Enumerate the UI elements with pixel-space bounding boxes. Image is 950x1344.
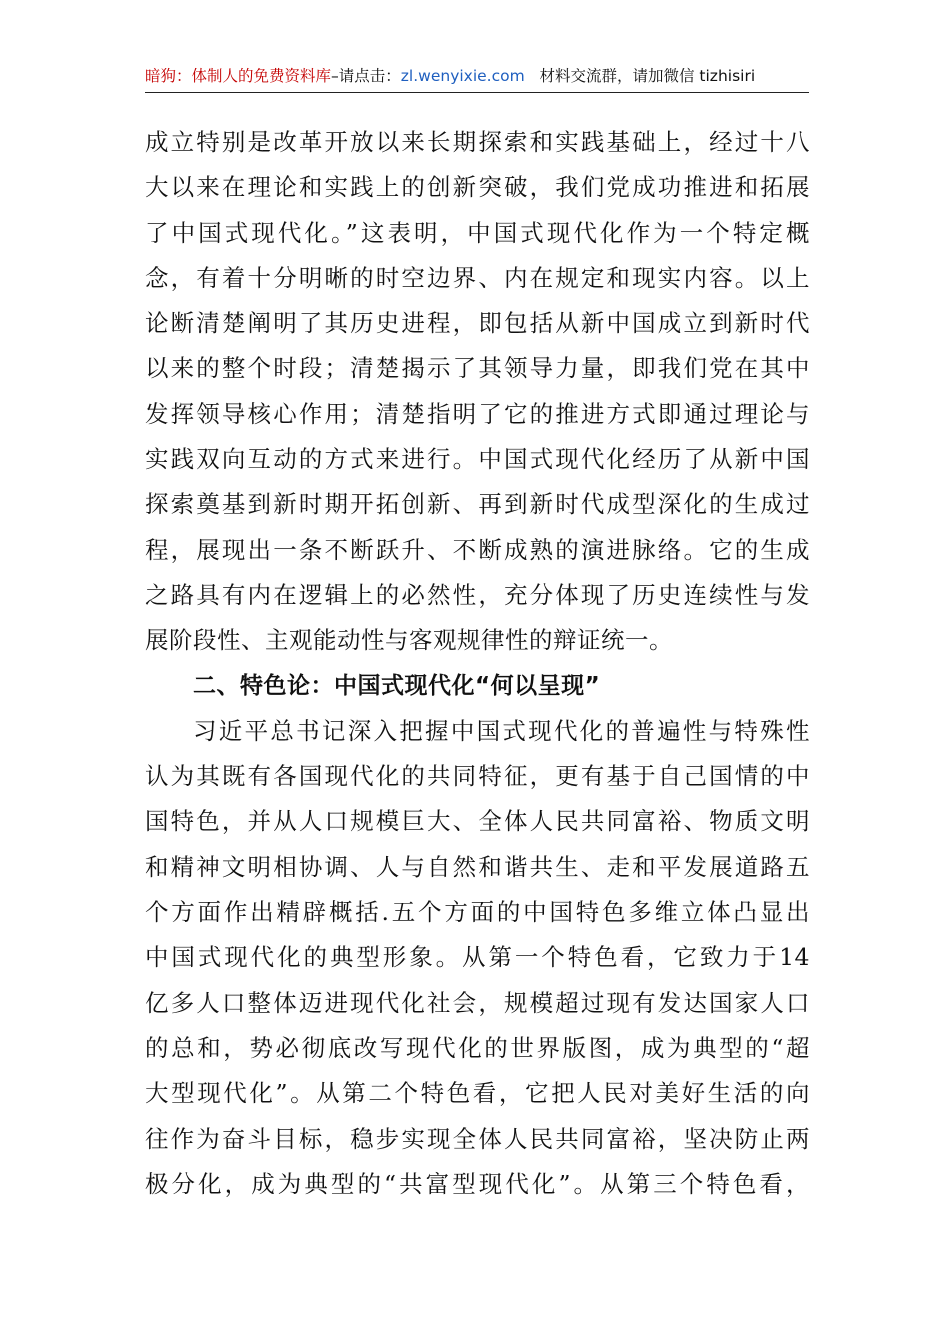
body-line: 展阶段性、主观能动性与客观规律性的辩证统一。 bbox=[145, 626, 673, 655]
document-body bbox=[145, 120, 810, 1207]
body-line: 成立特别是改革开放以来长期探索和实践基础上，经过十八 bbox=[145, 128, 810, 156]
header-brand: 暗狗：体制人的免费资料库 bbox=[145, 67, 332, 85]
body-line: 和精神文明相协调、人与自然和谐共生、走和平发展道路五 bbox=[145, 852, 810, 881]
body-line: 认为其既有各国现代化的共同特征，更有基于自己国情的中 bbox=[145, 762, 810, 791]
header-url-link[interactable]: zl.wenyixie.com bbox=[400, 67, 525, 85]
body-line: 亿多人口整体迈进现代化社会，规模超过现有发达国家人口 bbox=[145, 988, 810, 1017]
body-line: 论断清楚阐明了其历史进程，即包括从新中国成立到新时代 bbox=[145, 309, 810, 338]
page-header bbox=[145, 62, 810, 90]
body-line: 实践双向互动的方式来进行。中国式现代化经历了从新中国 bbox=[145, 445, 810, 474]
header-prompt: –请点击： bbox=[331, 67, 401, 85]
body-line: 中国式现代化的典型形象。从第一个特色看，它致力于14 bbox=[145, 943, 810, 972]
body-line: 大型现代化”。从第二个特色看，它把人民对美好生活的向 bbox=[145, 1079, 810, 1108]
section-heading: 二、特色论：中国式现代化“何以呈现” bbox=[193, 672, 601, 699]
header-divider bbox=[145, 92, 809, 93]
body-line: 之路具有内在逻辑上的必然性，充分体现了历史连续性与发 bbox=[145, 580, 810, 609]
body-line: 往作为奋斗目标，稳步实现全体人民共同富裕，坚决防止两 bbox=[145, 1124, 810, 1153]
body-line: 以来的整个时段；清楚揭示了其领导力量，即我们党在其中 bbox=[145, 354, 810, 383]
body-line: 程，展现出一条不断跃升、不断成熟的演进脉络。它的生成 bbox=[145, 535, 810, 564]
body-line: 了中国式现代化。”这表明，中国式现代化作为一个特定概 bbox=[145, 218, 810, 247]
body-line: 极分化，成为典型的“共富型现代化”。从第三个特色看， bbox=[145, 1169, 810, 1198]
body-line: 探索奠基到新时期开拓创新、再到新时代成型深化的生成过 bbox=[145, 490, 810, 519]
body-line: 的总和，势必彻底改写现代化的世界版图，成为典型的“超 bbox=[145, 1033, 810, 1062]
body-line: 国特色，并从人口规模巨大、全体人民共同富裕、物质文明 bbox=[145, 807, 810, 836]
body-line: 个方面作出精辟概括.五个方面的中国特色多维立体凸显出 bbox=[145, 898, 810, 927]
body-line: 念，有着十分明晰的时空边界、内在规定和现实内容。以上 bbox=[145, 263, 810, 292]
header-contact: 材料交流群，请加微信 tizhisiri bbox=[539, 67, 756, 85]
body-line: 发挥领导核心作用；清楚指明了它的推进方式即通过理论与 bbox=[145, 399, 810, 428]
body-line: 大以来在理论和实践上的创新突破，我们党成功推进和拓展 bbox=[145, 173, 810, 202]
body-line: 习近平总书记深入把握中国式现代化的普遍性与特殊性 bbox=[193, 716, 810, 745]
